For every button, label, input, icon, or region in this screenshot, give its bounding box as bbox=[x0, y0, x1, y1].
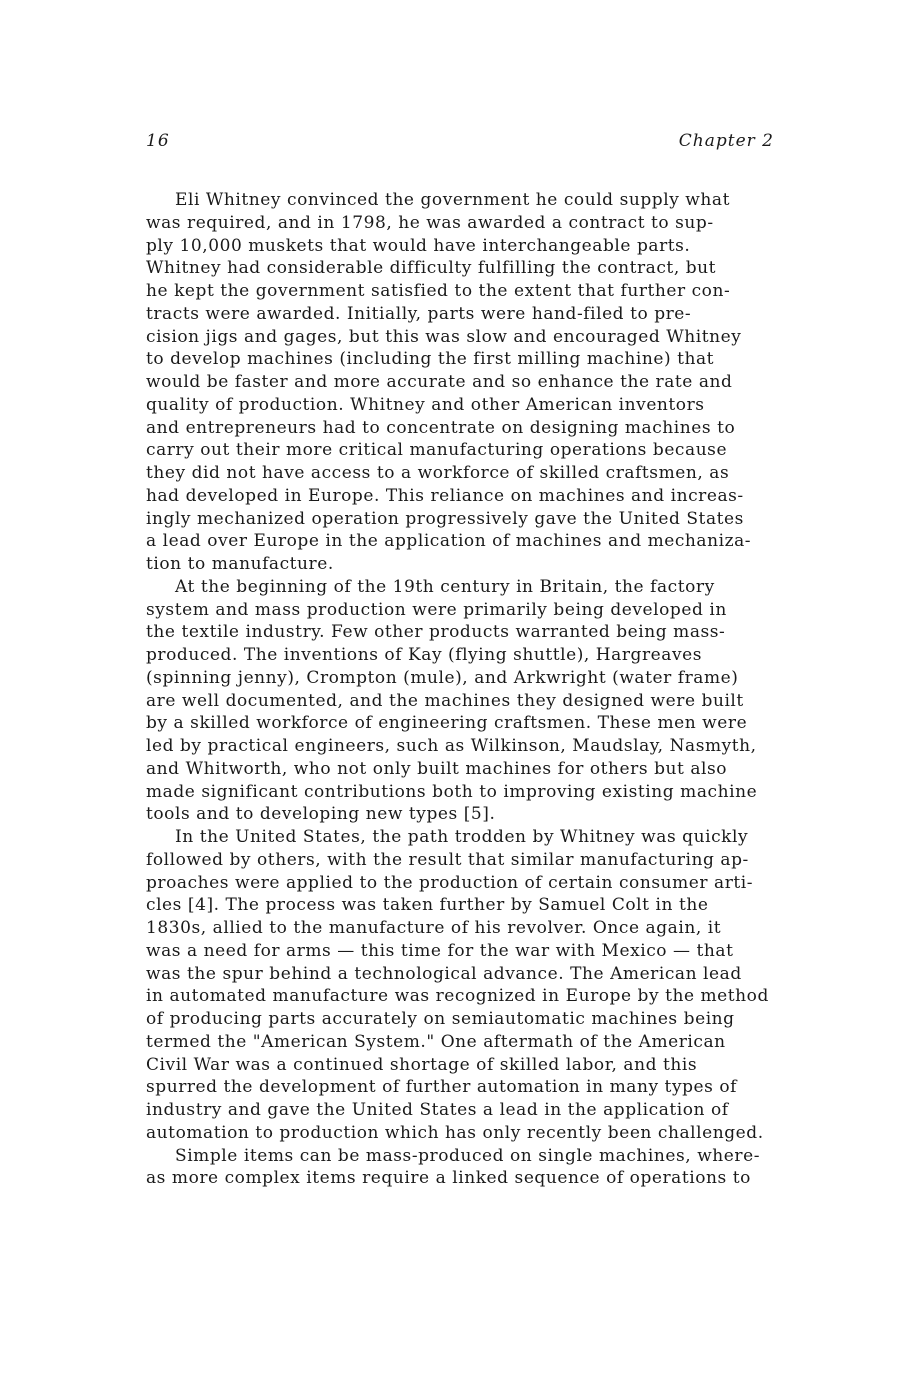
text-line: was a need for arms — this time for the war with Mexico — that bbox=[146, 940, 734, 961]
text-line: spurred the development of further automation in many types of bbox=[146, 1077, 737, 1098]
text-line: proaches were applied to the production of certain consumer arti- bbox=[146, 872, 754, 893]
text-line: the textile industry. Few other products warranted being mass- bbox=[146, 622, 726, 643]
text-line: At the beginning of the 19th century in Britain, the factory bbox=[175, 576, 715, 597]
text-line: they did not have access to a workforce of skilled craftsmen, as bbox=[146, 463, 730, 483]
text-line: system and mass production were primarily being developed in bbox=[146, 599, 727, 620]
text-line: Simple items can be mass-produced on single machines, where- bbox=[175, 1145, 760, 1166]
text-line: ply 10,000 muskets that would have interchangeable parts. bbox=[146, 235, 691, 256]
text-line: Civil War was a continued shortage of skilled labor, and this bbox=[146, 1054, 698, 1075]
text-line: had developed in Europe. This reliance on machines and increas- bbox=[146, 485, 744, 506]
text-line: tracts were awarded. Initially, parts were hand-filed to pre- bbox=[146, 303, 692, 324]
text-line: to develop machines (including the first milling machine) that bbox=[146, 349, 715, 370]
body-text bbox=[146, 189, 806, 1190]
text-line: and Whitworth, who not only built machines for others but also bbox=[146, 758, 728, 779]
text-line: of producing parts accurately on semiautomatic machines being bbox=[146, 1009, 735, 1029]
text-line: termed the "American System." One aftermath of the American bbox=[146, 1031, 726, 1052]
text-line: quality of production. Whitney and other American inventors bbox=[146, 394, 705, 415]
text-line: In the United States, the path trodden by Whitney was quickly bbox=[175, 827, 749, 847]
text-line: ingly mechanized operation progressively gave the United States bbox=[146, 508, 744, 529]
text-line: (spinning jenny), Crompton (mule), and Arkwright (water frame) bbox=[146, 667, 739, 688]
text-line: was required, and in 1798, he was awarded a contract to sup- bbox=[146, 212, 714, 233]
page-number: 16 bbox=[146, 131, 170, 151]
text-line: led by practical engineers, such as Wilkinson, Maudslay, Nasmyth, bbox=[146, 736, 757, 756]
text-line: tools and to developing new types [5]. bbox=[146, 804, 496, 825]
text-line: a lead over Europe in the application of machines and mechaniza- bbox=[146, 531, 752, 552]
running-head: Chapter 2 bbox=[678, 131, 774, 151]
text-line: tion to manufacture. bbox=[146, 554, 334, 574]
text-line: would be faster and more accurate and so enhance the rate and bbox=[146, 372, 733, 392]
text-line: followed by others, with the result that similar manufacturing ap- bbox=[146, 849, 749, 870]
text-line: made significant contributions both to improving existing machine bbox=[146, 781, 758, 802]
text-line: he kept the government satisfied to the extent that further con- bbox=[146, 281, 731, 301]
text-line: 1830s, allied to the manufacture of his revolver. Once again, it bbox=[146, 918, 722, 938]
text-line: was the spur behind a technological advance. The American lead bbox=[146, 963, 742, 984]
text-line: are well documented, and the machines they designed were built bbox=[146, 690, 744, 711]
text-line: by a skilled workforce of engineering craftsmen. These men were bbox=[146, 713, 748, 734]
text-line: cision jigs and gages, but this was slow and encouraged Whitney bbox=[146, 326, 742, 347]
text-line: carry out their more critical manufacturing operations because bbox=[146, 440, 728, 461]
text-line: cles [4]. The process was taken further by Samuel Colt in the bbox=[146, 895, 709, 916]
text-line: Eli Whitney convinced the government he could supply what bbox=[175, 190, 730, 210]
text-line: in automated manufacture was recognized in Europe by the method bbox=[146, 986, 769, 1007]
text-line: as more complex items require a linked sequence of operations to bbox=[146, 1168, 751, 1189]
text-line: Whitney had considerable difficulty fulfilling the contract, but bbox=[146, 258, 717, 279]
text-line: produced. The inventions of Kay (flying shuttle), Hargreaves bbox=[146, 645, 702, 665]
text-line: industry and gave the United States a lead in the application of bbox=[146, 1100, 729, 1120]
page-header bbox=[146, 131, 774, 155]
text-line: and entrepreneurs had to concentrate on designing machines to bbox=[146, 417, 736, 438]
text-line: automation to production which has only recently been challenged. bbox=[146, 1122, 764, 1143]
